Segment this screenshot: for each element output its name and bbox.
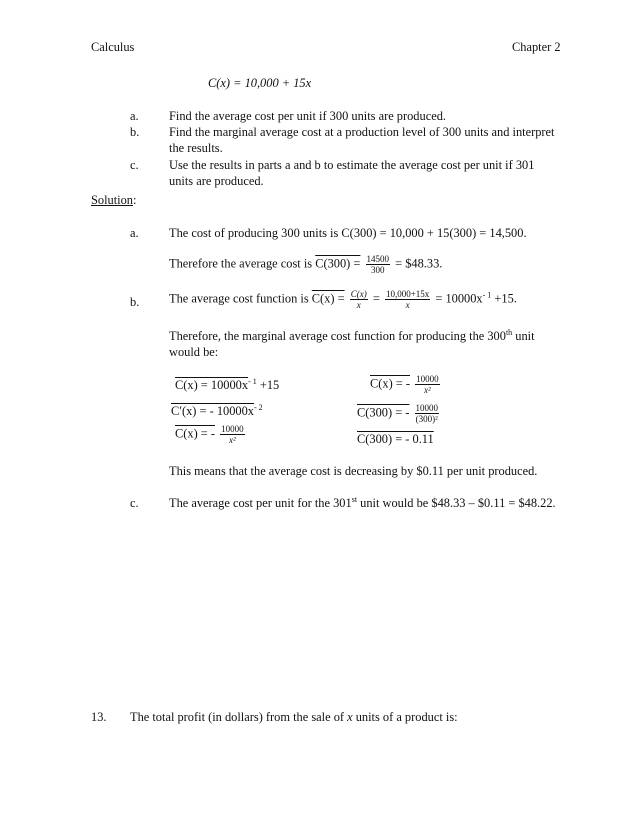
- left-eq3-fraction: [220, 424, 245, 445]
- left-equation-1: [175, 378, 279, 393]
- part-a-average-text: Therefore the average cost is: [169, 256, 316, 271]
- part-b-fraction-1: [350, 289, 368, 310]
- part-b-marginal-tail: unit: [512, 329, 535, 343]
- right-equation-2: [357, 403, 441, 424]
- left-eq2-exp: - 2: [254, 403, 263, 412]
- part-c-letter: c.: [130, 496, 139, 510]
- right-eq2-lhs: C(300) = -: [357, 405, 410, 420]
- right-eq1-num: 10000: [416, 374, 439, 384]
- problem-13-number: 13.: [91, 710, 107, 724]
- part-b-frac2-num: 10,000+15x: [385, 289, 430, 299]
- part-a-frac-den: 300: [371, 265, 385, 275]
- right-equation-1: [370, 374, 442, 395]
- part-a-cost-text: The cost of producing 300 units is: [169, 226, 342, 240]
- right-eq2-den: (300)²: [415, 414, 438, 424]
- part-a-average-line: [169, 254, 442, 275]
- question-c-text-line1: Use the results in parts a and b to estimate the average cost per unit if 301: [169, 158, 535, 172]
- part-b-average-function: [169, 289, 517, 310]
- part-b-marginal-line2: would be:: [169, 345, 219, 359]
- part-b-frac1-den: x: [356, 300, 361, 310]
- question-b-text-line2: the results.: [169, 141, 223, 155]
- left-equation-2: [171, 404, 263, 419]
- part-c-text-a: The average cost per unit for the 301: [169, 496, 352, 510]
- part-a-cost-math: C(300) = 10,000 + 15(300) = 14,500.: [341, 226, 527, 240]
- left-eq3-num: 10000: [221, 424, 244, 434]
- left-eq1-exp: - 1: [248, 377, 257, 386]
- cost-function: C(x) = 10,000 + 15x: [208, 76, 312, 90]
- part-c-text-b: unit would be $48.33 – $0.11 = $48.22.: [357, 496, 556, 510]
- header-chapter: Chapter 2: [512, 40, 561, 54]
- right-eq3: C(300) = - 0.11: [357, 432, 434, 446]
- left-eq1-b: +15: [256, 378, 280, 392]
- part-b-fraction-2: [385, 289, 430, 310]
- right-eq1-den: x²: [424, 385, 431, 395]
- part-b-marginal-sup: th: [505, 328, 513, 337]
- left-eq3-lhs: C(x) = -: [175, 426, 216, 441]
- solution-colon: :: [133, 193, 137, 207]
- part-b-rhs-exp: - 1: [482, 290, 492, 300]
- part-c-text: [169, 496, 556, 511]
- left-eq3-den: x²: [229, 435, 236, 445]
- solution-heading: [91, 193, 136, 208]
- problem-13-text: [130, 710, 458, 725]
- question-a-letter: a.: [130, 109, 139, 123]
- right-eq2-fraction: [415, 403, 440, 424]
- left-eq2-a: C′(x) = - 10000x: [171, 404, 255, 418]
- part-b-letter: b.: [130, 295, 140, 309]
- solution-label: Solution: [91, 193, 133, 207]
- header-subject: Calculus: [91, 40, 135, 54]
- right-eq1-fraction: [415, 374, 440, 395]
- part-a-letter: a.: [130, 226, 139, 240]
- question-b-letter: b.: [130, 125, 140, 139]
- problem-13-text-a: The total profit (in dollars) from the sale of: [130, 710, 348, 724]
- question-b-text-line1: Find the marginal average cost at a production level of 300 units and interpret: [169, 125, 555, 139]
- part-b-frac2-den: x: [405, 300, 410, 310]
- part-a-frac-num: 14500: [366, 254, 390, 264]
- left-equation-3: [175, 424, 247, 445]
- part-b-eq: =: [372, 291, 380, 306]
- part-a-cost-line: [169, 226, 527, 241]
- part-c-sup: st: [351, 495, 358, 504]
- right-eq1-lhs: C(x) = -: [370, 376, 411, 391]
- question-c-letter: c.: [130, 158, 139, 172]
- question-a-text: Find the average cost per unit if 300 units are produced.: [169, 109, 446, 123]
- part-b-frac1-num: C(x): [350, 289, 367, 299]
- part-b-conclusion: This means that the average cost is decreasing by $0.11 per unit produced.: [169, 464, 538, 478]
- left-eq1-a: C(x) = 10000x: [175, 378, 249, 392]
- part-b-marginal-line1: [169, 329, 535, 344]
- part-a-fraction: [366, 254, 391, 275]
- part-b-lhs: C(x) =: [311, 291, 345, 306]
- part-b-rhs-a: = 10000x: [435, 291, 483, 306]
- question-c-text-line2: units are produced.: [169, 174, 264, 188]
- right-eq2-num: 10000: [415, 403, 439, 413]
- part-a-average-lhs: C(300) =: [315, 256, 361, 271]
- problem-13-text-b: units of a product is:: [352, 710, 458, 724]
- problem-13-var: x: [347, 710, 353, 724]
- part-b-rhs-b: +15.: [491, 291, 517, 306]
- part-a-average-rhs: = $48.33.: [395, 256, 443, 271]
- right-equation-3: [357, 432, 434, 447]
- part-b-marginal-text: Therefore, the marginal average cost function for producing the 300: [169, 329, 506, 343]
- part-b-text: The average cost function is: [169, 291, 312, 306]
